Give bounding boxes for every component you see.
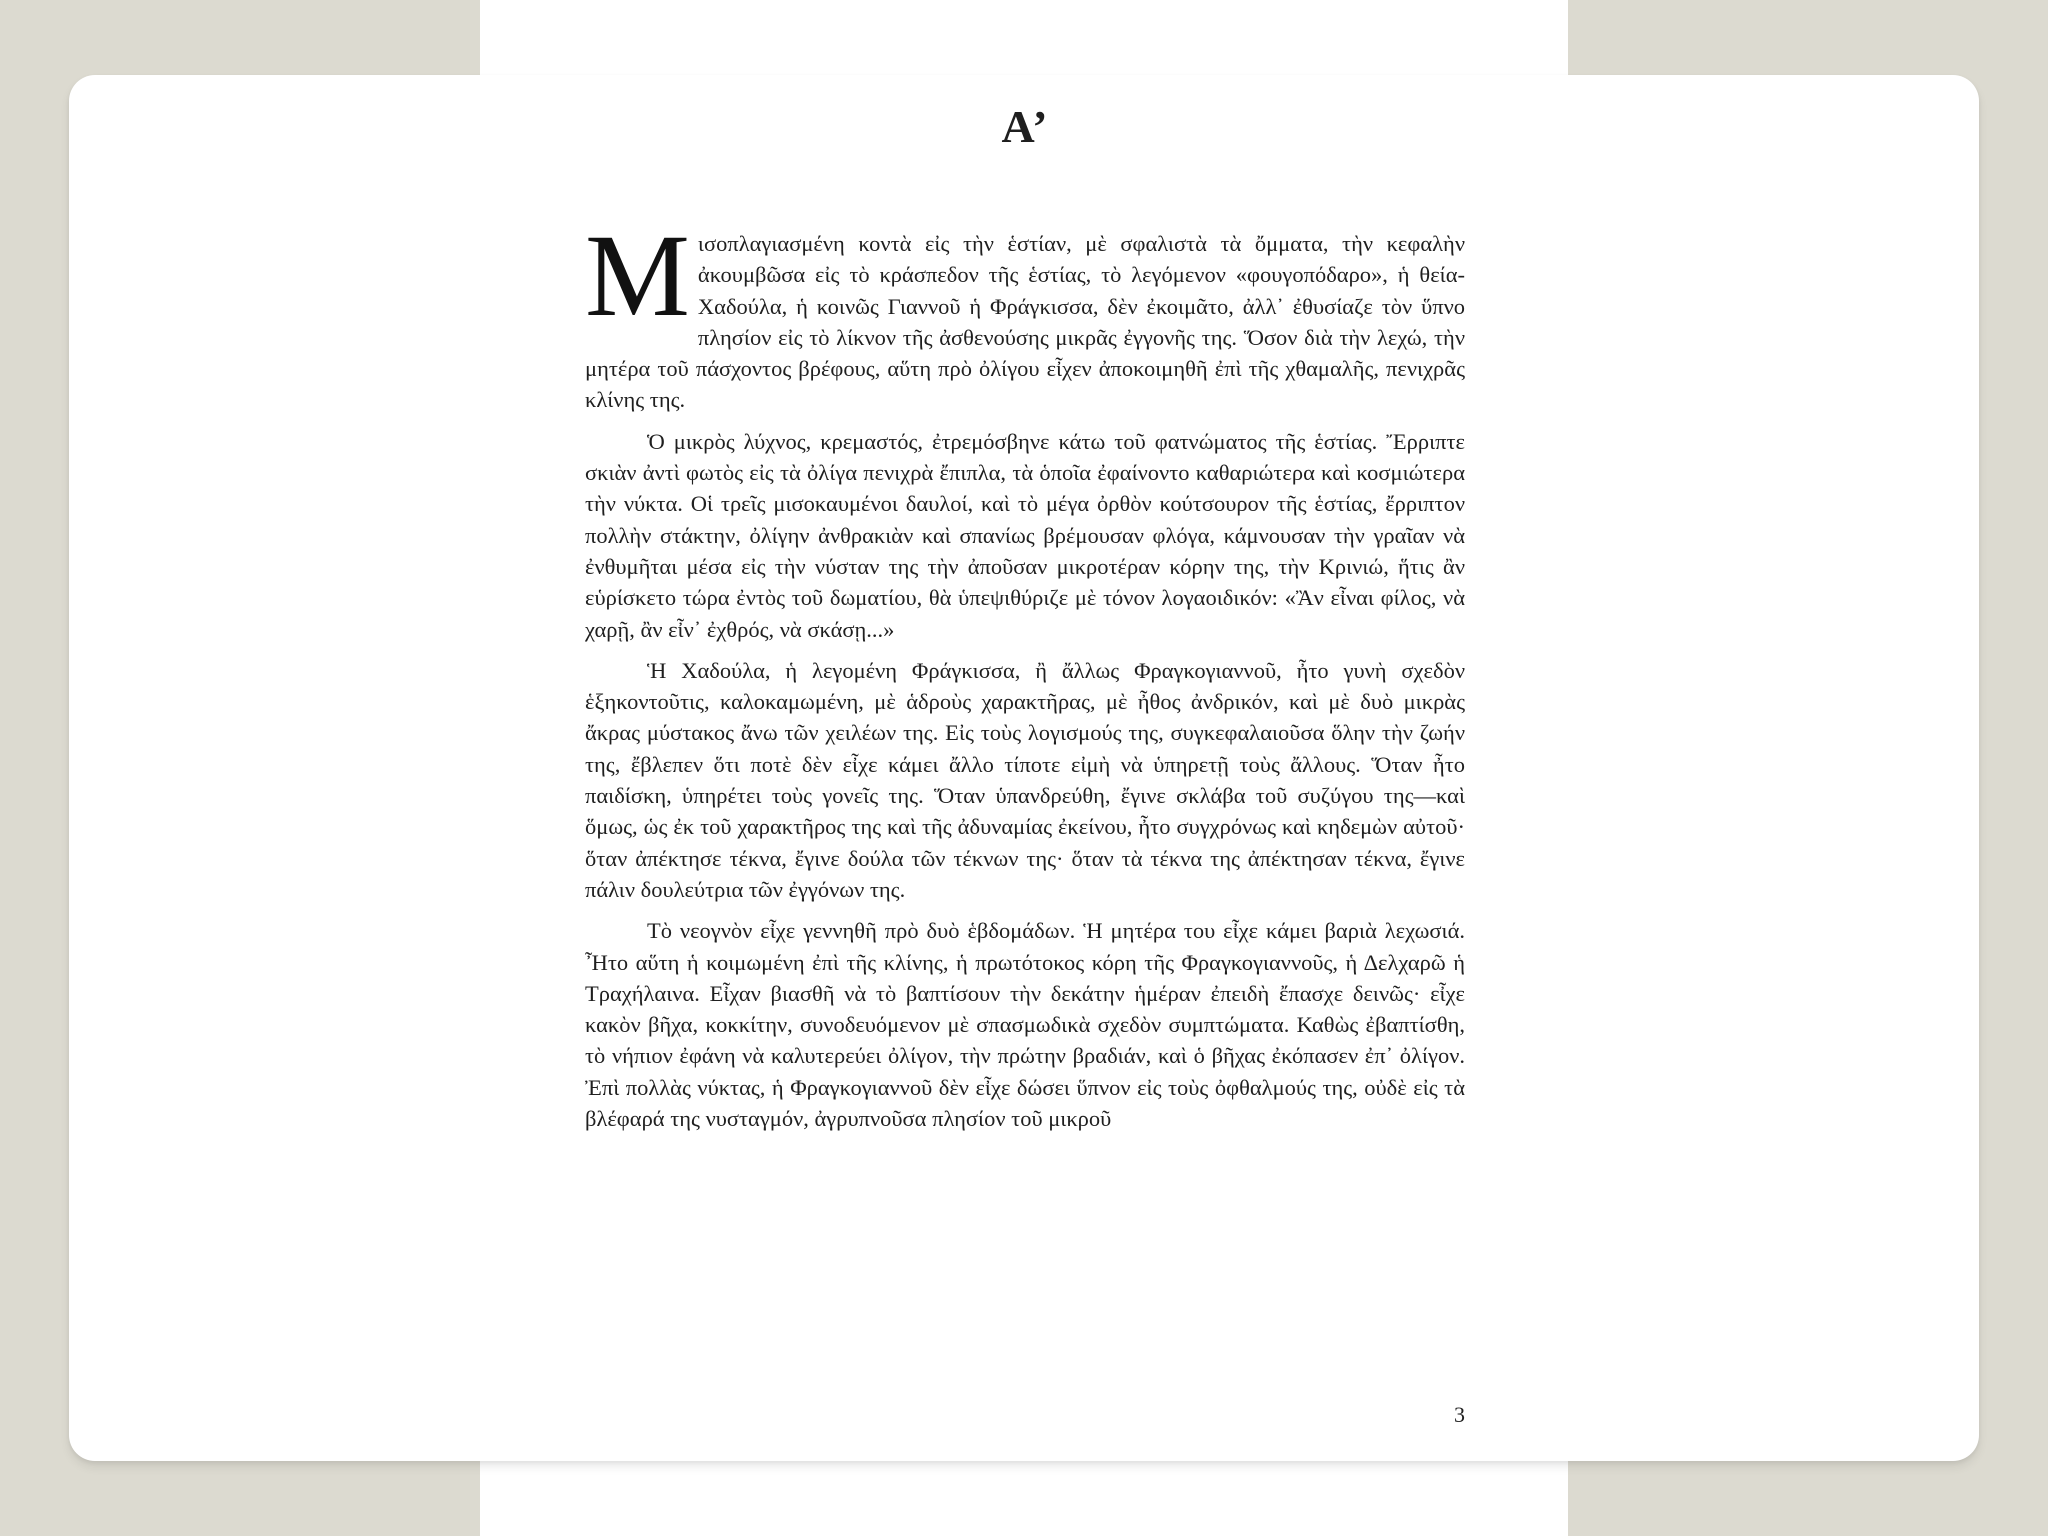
page-number: 3: [1454, 1402, 1465, 1427]
body-text: [585, 210, 1465, 1144]
paragraph-4: Τὸ νεογνὸν εἶχε γεννηθῆ πρὸ δυὸ ἑβδομάδων. Ἡ μητέρα του εἶχε κάμει βαριὰ λεχωσιά. Ἦτο αὕτη ἡ κοιμωμένη ἐπὶ τῆς κλίνης, ἡ πρωτότοκος κόρη τῆς Φραγκογιαννοῦς, ἡ Δελχαρῶ ἡ Τραχήλαινα. Εἶχαν βιασθῆ νὰ τὸ βαπτίσουν τὴν δεκάτην ἡμέραν ἐπειδὴ ἔπασχε δεινῶς· εἶχε κακὸν βῆχα, κοκκίτην, συνοδευόμενον μὲ σπασμωδικὰ σχεδὸν συμπτώματα. Καθὼς ἐβαπτίσθη, τὸ νήπιον ἐφάνη νὰ καλυτερεύει ὀλίγον, τὴν πρώτην βραδιάν, καὶ ὁ βῆχας ἐκόπασεν ἐπ᾽ ὀλίγον. Ἐπὶ πολλὰς νύκτας, ἡ Φραγκογιαννοῦ δὲν εἶχε δώσει ὕπνον εἰς τοὺς ὀφθαλμούς της, οὐδὲ εἰς τὰ βλέφαρά της νυσταγμόν, ἀγρυπνοῦσα πλησίον τοῦ μικροῦ: [585, 918, 1465, 1132]
paragraph-2: Ὁ μικρὸς λύχνος, κρεμαστός, ἐτρεμόσβηνε κάτω τοῦ φατνώματος τῆς ἑστίας. Ἔρριπτε σκιὰν ἀντὶ φωτὸς εἰς τὰ ὀλίγα πενιχρὰ ἔπιπλα, τὰ ὁποῖα ἐφαίνοντο καθαριώτερα καὶ κοσμιώτερα τὴν νύκτα. Οἱ τρεῖς μισοκαυμένοι δαυλοί, καὶ τὸ μέγα ὀρθὸν κούτσουρον τῆς ἑστίας, ἔρριπτον πολλὴν στάκτην, ὀλίγην ἀνθρακιὰν καὶ σπανίως βρέμουσαν φλόγα, κάμνουσαν τὴν γραῖαν νὰ ἐνθυμῆται μέσα εἰς τὴν νύσταν της τὴν ἀποῦσαν μικροτέραν κόρην της, τὴν Κρινιώ, ἥτις ἂν εὑρίσκετο τώρα ἐντὸς τοῦ δωματίου, θὰ ὑπεψιθύριζε μὲ τόνον λογαοιδικόν: «Ἂν εἶναι φίλος, νὰ χαρῇ, ἂν εἶν᾽ ἐχθρός, νὰ σκάσῃ...»: [585, 428, 1465, 642]
paragraph-1-text: ισοπλαγιασμένη κοντὰ εἰς τὴν ἑστίαν, μὲ σφαλιστὰ τὰ ὄμματα, τὴν κεφαλὴν ἀκουμβῶσα εἰς τὸ κράσπεδον τῆς ἑστίας, τὸ λεγόμενον «φουγοπόδαρο», ἡ θεία-Χαδούλα, ἡ κοινῶς Γιαννοῦ ἡ Φράγκισσα, δὲν ἐκοιμᾶτο, ἀλλ᾽ ἐθυσίαζε τὸν ὕπνο πλησίον εἰς τὸ λίκνον τῆς ἀσθενούσης μικρᾶς ἐγγονῆς της. Ὅσον διὰ τὴν λεχώ, τὴν μητέρα τοῦ πάσχοντος βρέφους, αὕτη πρὸ ὀλίγου εἶχεν ἀποκοιμηθῆ ἐπὶ τῆς χθαμαλῆς, πενιχρᾶς κλίνης της.: [585, 231, 1465, 413]
document-page: [585, 0, 1465, 1536]
drop-cap: Μ: [585, 210, 690, 341]
paragraph-1: [585, 210, 1465, 416]
chapter-title: Α’: [1001, 101, 1049, 152]
paragraph-3: Ἡ Χαδούλα, ἡ λεγομένη Φράγκισσα, ἢ ἄλλως Φραγκογιαννοῦ, ἦτο γυνὴ σχεδὸν ἑξηκοντοῦτις, καλοκαμωμένη, μὲ ἁδροὺς χαρακτῆρας, μὲ ἦθος ἀνδρικόν, καὶ μὲ δυὸ μικρὰς ἄκρας μύστακος ἄνω τῶν χειλέων της. Εἰς τοὺς λογισμούς της, συγκεφαλαιοῦσα ὅλην τὴν ζωήν της, ἔβλεπεν ὅτι ποτὲ δὲν εἶχε κάμει ἄλλο τίποτε εἰμὴ νὰ ὑπηρετῇ τοὺς ἄλλους. Ὅταν ἦτο παιδίσκη, ὑπηρέτει τοὺς γονεῖς της. Ὅταν ὑπανδρεύθη, ἔγινε σκλάβα τοῦ συζύγου της—καὶ ὅμως, ὡς ἐκ τοῦ χαρακτῆρος της καὶ τῆς ἀδυναμίας ἐκείνου, ἦτο συγχρόνως καὶ κηδεμὼν αὐτοῦ· ὅταν ἀπέκτησε τέκνα, ἔγινε δούλα τῶν τέκνων της· ὅταν τὰ τέκνα της ἀπέκτησαν τέκνα, ἔγινε πάλιν δουλεύτρια τῶν ἐγγόνων της.: [585, 657, 1465, 902]
